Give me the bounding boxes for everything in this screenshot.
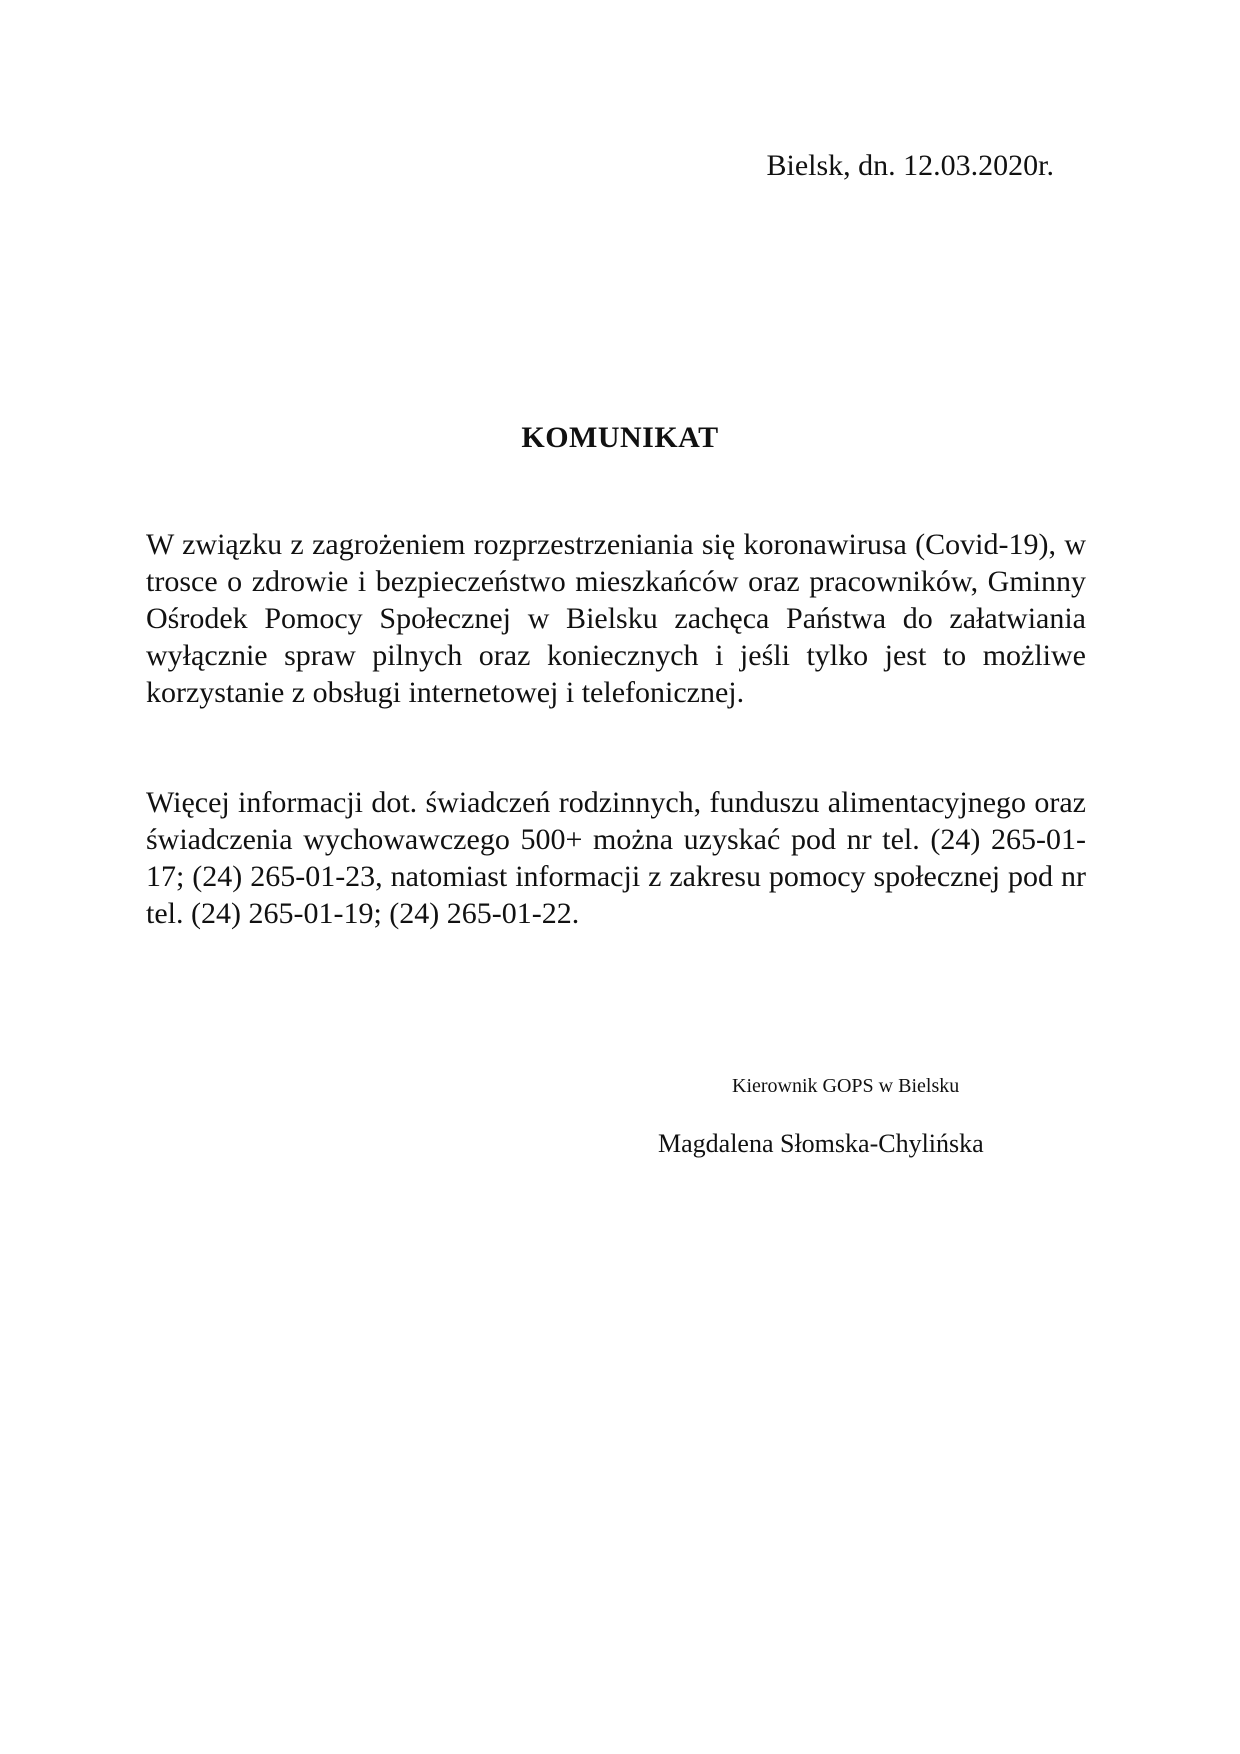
signature-title: Kierownik GOPS w Bielsku [732, 1075, 960, 1097]
announcement-paragraph-1: W związku z zagrożeniem rozprzestrzeniania się koronawirusa (Covid-19), w trosce o zdrowie i bezpieczeństwo mieszkańców oraz pracowników, Gminny Ośrodek Pomocy Społecznej w Bielsku zachęca Państwa do załatwiania wyłącznie spraw pilnych oraz koniecznych i jeśli tylko jest to możliwe korzystanie z obsługi internetowej i telefonicznej. [146, 528, 1086, 709]
document-title: KOMUNIKAT [521, 421, 719, 454]
announcement-paragraph-2: Więcej informacji dot. świadczeń rodzinnych, funduszu alimentacyjnego oraz świadczenia wychowawczego 500+ można uzyskać pod nr tel. (24) 265-01-17; (24) 265-01-23, natomiast informacji z zakresu pomocy społecznej pod nr tel. (24) 265-01-19; (24) 265-01-22. [146, 786, 1086, 930]
signature-name: Magdalena Słomska-Chylińska [658, 1129, 984, 1158]
document-date: Bielsk, dn. 12.03.2020r. [766, 149, 1054, 182]
